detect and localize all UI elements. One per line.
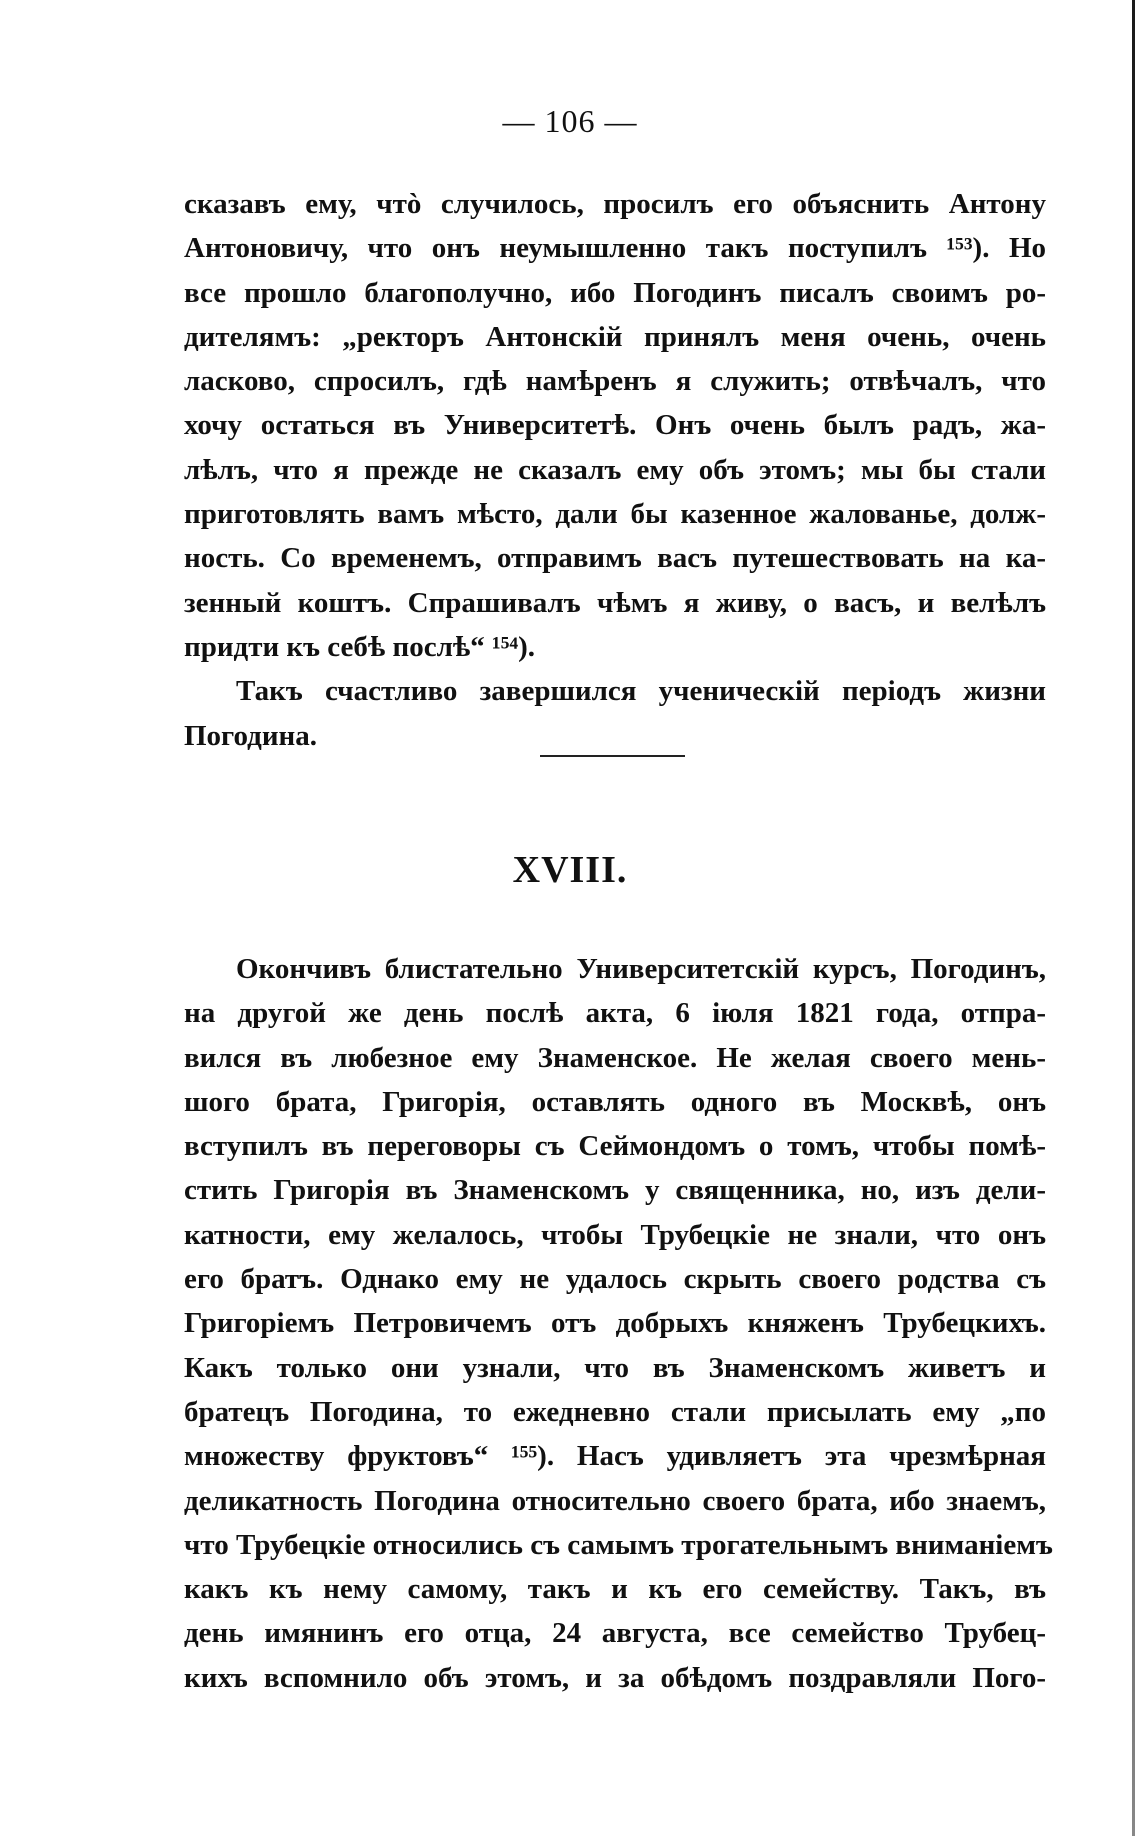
text-line: братецъ Погодина, то ежедневно стали присылать ему „по <box>184 1395 1046 1428</box>
text-line: вился въ любезное ему Знаменское. Не желая своего мень- <box>184 1041 1046 1074</box>
text-line: деликатность Погодина относительно своего брата, ибо знаемъ, <box>184 1484 1046 1517</box>
text-line: ласково, спросилъ, гдѣ намѣренъ я служить; отвѣчалъ, что <box>184 365 1046 398</box>
text-line: стить Григорія въ Знаменскомъ у священника, но, изъ дели- <box>184 1174 1046 1207</box>
text-line: Григоріемъ Петровичемъ отъ добрыхъ княженъ Трубецкихъ. <box>184 1307 1046 1340</box>
text-block-chapter <box>184 947 1053 1700</box>
chapter-heading: XVIII. <box>512 849 628 891</box>
text-block-top <box>184 182 1046 758</box>
text-line: придти къ себѣ послѣ“ ¹⁵⁴). <box>184 630 536 663</box>
text-line: день имянинъ его отца, 24 августа, все семейство Трубец- <box>184 1617 1046 1650</box>
text-line: зенный коштъ. Спрашивалъ чѣмъ я живу, о васъ, и велѣлъ <box>184 586 1046 619</box>
text-line: хочу остаться въ Университетѣ. Онъ очень былъ радъ, жа- <box>184 409 1046 442</box>
text-line: приготовлять вамъ мѣсто, дали бы казенное жалованье, долж- <box>184 498 1046 531</box>
section-divider <box>540 755 685 757</box>
page-number: — 106 — <box>502 103 638 139</box>
text-line: Какъ только они узнали, что въ Знаменскомъ живетъ и <box>184 1351 1046 1384</box>
text-line: лѣлъ, что я прежде не сказалъ ему объ этомъ; мы бы стали <box>184 453 1046 486</box>
page-edge-shadow <box>1132 0 1135 1836</box>
text-line: шого брата, Григорія, оставлять одного въ Москвѣ, онъ <box>184 1085 1046 1118</box>
text-line: кихъ вспомнило объ этомъ, и за обѣдомъ поздравляли Пого- <box>184 1661 1046 1694</box>
text-line: все прошло благополучно, ибо Погодинъ писалъ своимъ ро- <box>184 276 1046 309</box>
text-line: какъ къ нему самому, такъ и къ его семейству. Такъ, въ <box>184 1573 1046 1606</box>
text-line: на другой же день послѣ акта, 6 іюля 1821 года, отпра- <box>184 997 1046 1030</box>
text-line: ность. Со временемъ, отправимъ васъ путешествовать на ка- <box>184 542 1046 575</box>
text-line: Такъ счастливо завершился ученическій періодъ жизни <box>236 675 1046 708</box>
text-line: сказавъ ему, чтò случилось, просилъ его объяснить Антону <box>184 188 1046 220</box>
text-line: катности, ему желалось, чтобы Трубецкіе не знали, что онъ <box>184 1218 1046 1251</box>
text-line: его братъ. Однако ему не удалось скрыть своего родства съ <box>184 1263 1046 1296</box>
text-line: Погодина. <box>184 719 318 752</box>
text-line: Антоновичу, что онъ неумышленно такъ поступилъ ¹⁵³). Но <box>184 232 1046 265</box>
text-line: Окончивъ блистательно Университетскій курсъ, Погодинъ, <box>236 953 1046 985</box>
text-line: что Трубецкіе относились съ самымъ трогательнымъ вниманіемъ <box>184 1528 1053 1561</box>
text-line: вступилъ въ переговоры съ Сеймондомъ о томъ, чтобы помѣ- <box>184 1130 1046 1163</box>
text-line: множеству фруктовъ“ ¹⁵⁵). Насъ удивляетъ эта чрезмѣрная <box>184 1440 1046 1473</box>
text-line: дителямъ: „ректоръ Антонскій принялъ меня очень, очень <box>184 320 1046 353</box>
